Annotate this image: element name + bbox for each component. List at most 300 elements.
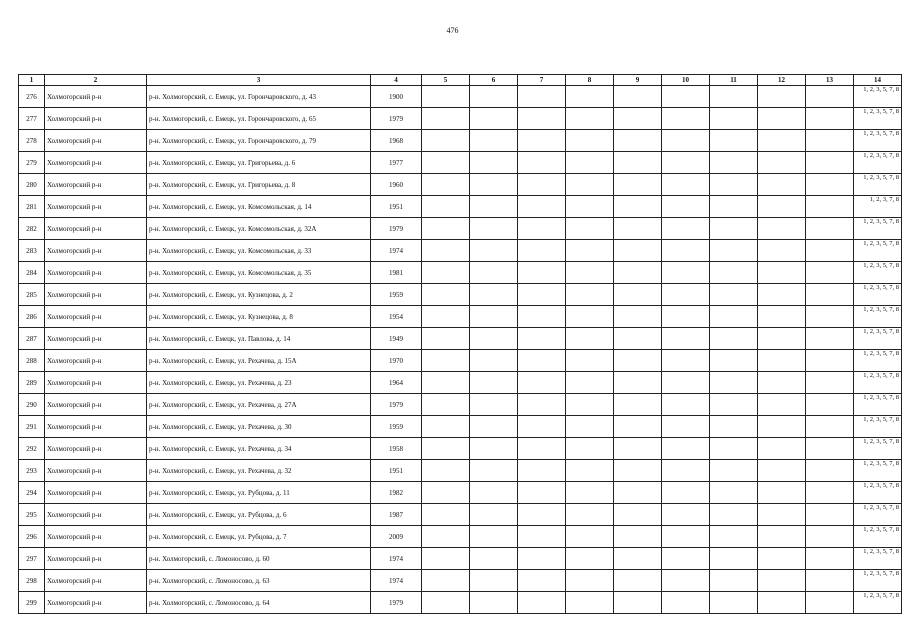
empty-cell-col-11 [710,262,758,284]
empty-cell-col-6 [470,130,518,152]
row-number-cell: 282 [19,218,45,240]
row-number-cell: 286 [19,306,45,328]
empty-cell-col-6 [470,350,518,372]
address-cell: р-н. Холмогорский, с. Ломоносово, д. 63 [147,570,371,592]
row-number-cell: 281 [19,196,45,218]
district-cell: Холмогорский р-н [45,570,147,592]
empty-cell-col-13 [806,306,854,328]
year-cell: 1958 [371,438,422,460]
district-cell: Холмогорский р-н [45,592,147,614]
year-cell: 1959 [371,284,422,306]
empty-cell-col-5 [422,372,470,394]
empty-cell-col-10 [662,262,710,284]
empty-cell-col-11 [710,460,758,482]
empty-cell-col-9 [614,504,662,526]
page-number: 476 [446,26,459,35]
empty-cell-col-12 [758,86,806,108]
row-number-cell: 289 [19,372,45,394]
empty-cell-col-11 [710,284,758,306]
empty-cell-col-9 [614,86,662,108]
empty-cell-col-13 [806,86,854,108]
address-cell: р-н. Холмогорский, с. Емецк, ул. Рехачева, д. 30 [147,416,371,438]
empty-cell-col-5 [422,328,470,350]
empty-cell-col-7 [518,174,566,196]
empty-cell-col-10 [662,108,710,130]
empty-cell-col-9 [614,350,662,372]
district-cell: Холмогорский р-н [45,328,147,350]
empty-cell-col-10 [662,416,710,438]
empty-cell-col-11 [710,174,758,196]
codes-cell: 1, 2, 3, 5, 7, 8 [854,372,902,394]
district-cell: Холмогорский р-н [45,108,147,130]
empty-cell-col-6 [470,526,518,548]
empty-cell-col-6 [470,218,518,240]
empty-cell-col-13 [806,548,854,570]
empty-cell-col-8 [566,570,614,592]
empty-cell-col-8 [566,504,614,526]
empty-cell-col-7 [518,438,566,460]
empty-cell-col-5 [422,570,470,592]
empty-cell-col-10 [662,548,710,570]
address-cell: р-н. Холмогорский, с. Емецк, ул. Рехачева, д. 23 [147,372,371,394]
empty-cell-col-7 [518,548,566,570]
address-cell: р-н. Холмогорский, с. Емецк, ул. Рехачева, д. 32 [147,460,371,482]
empty-cell-col-6 [470,196,518,218]
empty-cell-col-8 [566,548,614,570]
empty-cell-col-7 [518,394,566,416]
address-cell: р-н. Холмогорский, с. Емецк, ул. Павлова, д. 14 [147,328,371,350]
row-number-cell: 291 [19,416,45,438]
table-row [19,130,902,152]
empty-cell-col-13 [806,526,854,548]
year-cell: 1982 [371,482,422,504]
table-row [19,152,902,174]
empty-cell-col-9 [614,460,662,482]
empty-cell-col-11 [710,416,758,438]
empty-cell-col-10 [662,570,710,592]
empty-cell-col-13 [806,218,854,240]
address-cell: р-н. Холмогорский, с. Емецк, ул. Рубцова, д. 6 [147,504,371,526]
district-cell: Холмогорский р-н [45,306,147,328]
table-row [19,284,902,306]
year-cell: 1979 [371,218,422,240]
year-cell: 2009 [371,526,422,548]
empty-cell-col-13 [806,262,854,284]
empty-cell-col-7 [518,306,566,328]
empty-cell-col-13 [806,482,854,504]
table-row [19,372,902,394]
row-number-cell: 297 [19,548,45,570]
empty-cell-col-8 [566,240,614,262]
address-cell: р-н. Холмогорский, с. Емецк, ул. Рубцова, д. 7 [147,526,371,548]
address-cell: р-н. Холмогорский, с. Емецк, ул. Григорьева, д. 8 [147,174,371,196]
codes-cell: 1, 2, 3, 5, 7, 8 [854,526,902,548]
codes-cell: 1, 2, 3, 5, 7, 8 [854,504,902,526]
codes-cell: 1, 2, 3, 5, 7, 8 [854,592,902,614]
year-cell: 1979 [371,592,422,614]
empty-cell-col-11 [710,196,758,218]
empty-cell-col-7 [518,108,566,130]
empty-cell-col-11 [710,592,758,614]
district-cell: Холмогорский р-н [45,240,147,262]
empty-cell-col-11 [710,152,758,174]
column-header: 3 [147,75,371,86]
column-header: 7 [518,75,566,86]
empty-cell-col-5 [422,108,470,130]
empty-cell-col-13 [806,240,854,262]
empty-cell-col-6 [470,262,518,284]
table-row [19,482,902,504]
empty-cell-col-6 [470,306,518,328]
row-number-cell: 280 [19,174,45,196]
empty-cell-col-12 [758,196,806,218]
empty-cell-col-12 [758,482,806,504]
empty-cell-col-5 [422,460,470,482]
codes-cell: 1, 2, 3, 5, 7, 8 [854,240,902,262]
empty-cell-col-9 [614,548,662,570]
empty-cell-col-9 [614,218,662,240]
empty-cell-col-10 [662,526,710,548]
empty-cell-col-9 [614,416,662,438]
empty-cell-col-9 [614,196,662,218]
codes-cell: 1, 2, 3, 5, 7, 8 [854,438,902,460]
empty-cell-col-12 [758,504,806,526]
address-cell: р-н. Холмогорский, с. Емецк, ул. Рехачева, д. 15А [147,350,371,372]
empty-cell-col-8 [566,218,614,240]
empty-cell-col-5 [422,218,470,240]
column-header: 1 [19,75,45,86]
empty-cell-col-11 [710,130,758,152]
empty-cell-col-7 [518,482,566,504]
empty-cell-col-5 [422,482,470,504]
district-cell: Холмогорский р-н [45,416,147,438]
address-cell: р-н. Холмогорский, с. Емецк, ул. Кузнецова, д. 8 [147,306,371,328]
empty-cell-col-11 [710,372,758,394]
address-cell: р-н. Холмогорский, с. Ломоносово, д. 64 [147,592,371,614]
empty-cell-col-11 [710,504,758,526]
row-number-cell: 298 [19,570,45,592]
empty-cell-col-12 [758,350,806,372]
codes-cell: 1, 2, 3, 5, 7, 8 [854,350,902,372]
column-header: 8 [566,75,614,86]
empty-cell-col-8 [566,174,614,196]
district-cell: Холмогорский р-н [45,86,147,108]
empty-cell-col-11 [710,328,758,350]
empty-cell-col-5 [422,152,470,174]
empty-cell-col-8 [566,482,614,504]
empty-cell-col-7 [518,152,566,174]
district-cell: Холмогорский р-н [45,460,147,482]
empty-cell-col-5 [422,130,470,152]
empty-cell-col-13 [806,350,854,372]
district-cell: Холмогорский р-н [45,372,147,394]
empty-cell-col-11 [710,350,758,372]
codes-cell: 1, 2, 3, 5, 7, 8 [854,130,902,152]
empty-cell-col-8 [566,592,614,614]
table-row [19,86,902,108]
codes-cell: 1, 2, 3, 5, 7, 8 [854,548,902,570]
address-cell: р-н. Холмогорский, с. Емецк, ул. Кузнецова, д. 2 [147,284,371,306]
column-header: 13 [806,75,854,86]
row-number-cell: 285 [19,284,45,306]
empty-cell-col-13 [806,108,854,130]
district-cell: Холмогорский р-н [45,504,147,526]
empty-cell-col-11 [710,482,758,504]
address-cell: р-н. Холмогорский, с. Емецк, ул. Рехачева, д. 34 [147,438,371,460]
year-cell: 1987 [371,504,422,526]
district-cell: Холмогорский р-н [45,350,147,372]
empty-cell-col-13 [806,592,854,614]
table-row [19,108,902,130]
table-row [19,306,902,328]
year-cell: 1954 [371,306,422,328]
empty-cell-col-6 [470,570,518,592]
empty-cell-col-9 [614,438,662,460]
codes-cell: 1, 2, 3, 7, 8 [854,196,902,218]
empty-cell-col-8 [566,152,614,174]
empty-cell-col-10 [662,482,710,504]
table-row [19,218,902,240]
empty-cell-col-13 [806,328,854,350]
empty-cell-col-12 [758,108,806,130]
empty-cell-col-7 [518,196,566,218]
table-row [19,262,902,284]
row-number-cell: 278 [19,130,45,152]
empty-cell-col-7 [518,372,566,394]
table-row [19,350,902,372]
empty-cell-col-12 [758,592,806,614]
column-header: 5 [422,75,470,86]
empty-cell-col-9 [614,108,662,130]
codes-cell: 1, 2, 3, 5, 7, 8 [854,262,902,284]
row-number-cell: 296 [19,526,45,548]
empty-cell-col-8 [566,262,614,284]
empty-cell-col-8 [566,350,614,372]
table-row [19,548,902,570]
empty-cell-col-5 [422,394,470,416]
empty-cell-col-5 [422,306,470,328]
address-cell: р-н. Холмогорский, с. Емецк, ул. Григорьева, д. 6 [147,152,371,174]
empty-cell-col-10 [662,152,710,174]
empty-cell-col-12 [758,526,806,548]
empty-cell-col-13 [806,372,854,394]
empty-cell-col-13 [806,438,854,460]
empty-cell-col-9 [614,130,662,152]
year-cell: 1959 [371,416,422,438]
column-header: 2 [45,75,147,86]
empty-cell-col-10 [662,460,710,482]
empty-cell-col-6 [470,482,518,504]
row-number-cell: 279 [19,152,45,174]
address-cell: р-н. Холмогорский, с. Емецк, ул. Рубцова, д. 11 [147,482,371,504]
column-header: 11 [710,75,758,86]
empty-cell-col-5 [422,526,470,548]
address-cell: р-н. Холмогорский, с. Емецк, ул. Комсомольская, д. 35 [147,262,371,284]
empty-cell-col-12 [758,240,806,262]
district-cell: Холмогорский р-н [45,394,147,416]
empty-cell-col-9 [614,262,662,284]
codes-cell: 1, 2, 3, 5, 7, 8 [854,108,902,130]
district-cell: Холмогорский р-н [45,152,147,174]
empty-cell-col-12 [758,174,806,196]
empty-cell-col-7 [518,328,566,350]
district-cell: Холмогорский р-н [45,526,147,548]
empty-cell-col-8 [566,372,614,394]
address-cell: р-н. Холмогорский, с. Емецк, ул. Горончаровского, д. 65 [147,108,371,130]
empty-cell-col-10 [662,86,710,108]
codes-cell: 1, 2, 3, 5, 7, 8 [854,394,902,416]
empty-cell-col-9 [614,526,662,548]
empty-cell-col-5 [422,438,470,460]
empty-cell-col-11 [710,218,758,240]
empty-cell-col-9 [614,482,662,504]
empty-cell-col-13 [806,174,854,196]
year-cell: 1951 [371,460,422,482]
year-cell: 1949 [371,328,422,350]
row-number-cell: 299 [19,592,45,614]
empty-cell-col-10 [662,504,710,526]
empty-cell-col-5 [422,548,470,570]
empty-cell-col-13 [806,284,854,306]
empty-cell-col-7 [518,130,566,152]
codes-cell: 1, 2, 3, 5, 7, 8 [854,284,902,306]
codes-cell: 1, 2, 3, 5, 7, 8 [854,328,902,350]
empty-cell-col-5 [422,86,470,108]
empty-cell-col-12 [758,570,806,592]
empty-cell-col-12 [758,394,806,416]
address-cell: р-н. Холмогорский, с. Емецк, ул. Комсомольская, д. 33 [147,240,371,262]
address-cell: р-н. Холмогорский, с. Емецк, ул. Комсомольская, д. 32А [147,218,371,240]
empty-cell-col-8 [566,86,614,108]
empty-cell-col-6 [470,504,518,526]
codes-cell: 1, 2, 3, 5, 7, 8 [854,86,902,108]
column-header: 6 [470,75,518,86]
empty-cell-col-7 [518,240,566,262]
empty-cell-col-12 [758,284,806,306]
empty-cell-col-7 [518,570,566,592]
empty-cell-col-9 [614,592,662,614]
table-body [19,86,902,614]
empty-cell-col-7 [518,218,566,240]
address-cell: р-н. Холмогорский, с. Емецк, ул. Комсомольская, д. 14 [147,196,371,218]
empty-cell-col-8 [566,108,614,130]
empty-cell-col-6 [470,438,518,460]
empty-cell-col-9 [614,394,662,416]
empty-cell-col-6 [470,174,518,196]
table-row [19,526,902,548]
empty-cell-col-7 [518,86,566,108]
table-row [19,196,902,218]
table-row [19,592,902,614]
year-cell: 1981 [371,262,422,284]
address-cell: р-н. Холмогорский, с. Емецк, ул. Горончаровского, д. 79 [147,130,371,152]
empty-cell-col-5 [422,416,470,438]
empty-cell-col-8 [566,328,614,350]
empty-cell-col-10 [662,328,710,350]
empty-cell-col-11 [710,570,758,592]
year-cell: 1974 [371,548,422,570]
row-number-cell: 293 [19,460,45,482]
empty-cell-col-12 [758,460,806,482]
row-number-cell: 283 [19,240,45,262]
row-number-cell: 284 [19,262,45,284]
empty-cell-col-5 [422,240,470,262]
empty-cell-col-12 [758,438,806,460]
empty-cell-col-13 [806,152,854,174]
empty-cell-col-7 [518,284,566,306]
empty-cell-col-8 [566,284,614,306]
empty-cell-col-8 [566,130,614,152]
empty-cell-col-10 [662,394,710,416]
empty-cell-col-7 [518,460,566,482]
empty-cell-col-12 [758,416,806,438]
year-cell: 1968 [371,130,422,152]
empty-cell-col-12 [758,306,806,328]
empty-cell-col-8 [566,460,614,482]
empty-cell-col-5 [422,592,470,614]
empty-cell-col-10 [662,174,710,196]
empty-cell-col-6 [470,372,518,394]
register-table [18,74,902,614]
empty-cell-col-6 [470,108,518,130]
table-row [19,504,902,526]
district-cell: Холмогорский р-н [45,284,147,306]
empty-cell-col-9 [614,284,662,306]
empty-cell-col-12 [758,328,806,350]
row-number-cell: 292 [19,438,45,460]
table-row [19,438,902,460]
empty-cell-col-6 [470,328,518,350]
year-cell: 1970 [371,350,422,372]
empty-cell-col-11 [710,306,758,328]
empty-cell-col-10 [662,350,710,372]
empty-cell-col-12 [758,152,806,174]
empty-cell-col-11 [710,240,758,262]
empty-cell-col-6 [470,394,518,416]
year-cell: 1979 [371,394,422,416]
row-number-cell: 290 [19,394,45,416]
empty-cell-col-6 [470,548,518,570]
empty-cell-col-13 [806,196,854,218]
codes-cell: 1, 2, 3, 5, 7, 8 [854,306,902,328]
address-cell: р-н. Холмогорский, с. Ломоносово, д. 60 [147,548,371,570]
empty-cell-col-9 [614,372,662,394]
codes-cell: 1, 2, 3, 5, 7, 8 [854,174,902,196]
empty-cell-col-12 [758,262,806,284]
empty-cell-col-12 [758,130,806,152]
year-cell: 1977 [371,152,422,174]
empty-cell-col-8 [566,526,614,548]
year-cell: 1964 [371,372,422,394]
empty-cell-col-8 [566,416,614,438]
district-cell: Холмогорский р-н [45,548,147,570]
empty-cell-col-9 [614,570,662,592]
empty-cell-col-13 [806,570,854,592]
empty-cell-col-13 [806,130,854,152]
codes-cell: 1, 2, 3, 5, 7, 8 [854,460,902,482]
table-row [19,174,902,196]
empty-cell-col-10 [662,130,710,152]
district-cell: Холмогорский р-н [45,438,147,460]
empty-cell-col-9 [614,152,662,174]
empty-cell-col-9 [614,240,662,262]
table-row [19,416,902,438]
year-cell: 1974 [371,570,422,592]
district-cell: Холмогорский р-н [45,196,147,218]
empty-cell-col-6 [470,460,518,482]
empty-cell-col-5 [422,196,470,218]
district-cell: Холмогорский р-н [45,262,147,284]
